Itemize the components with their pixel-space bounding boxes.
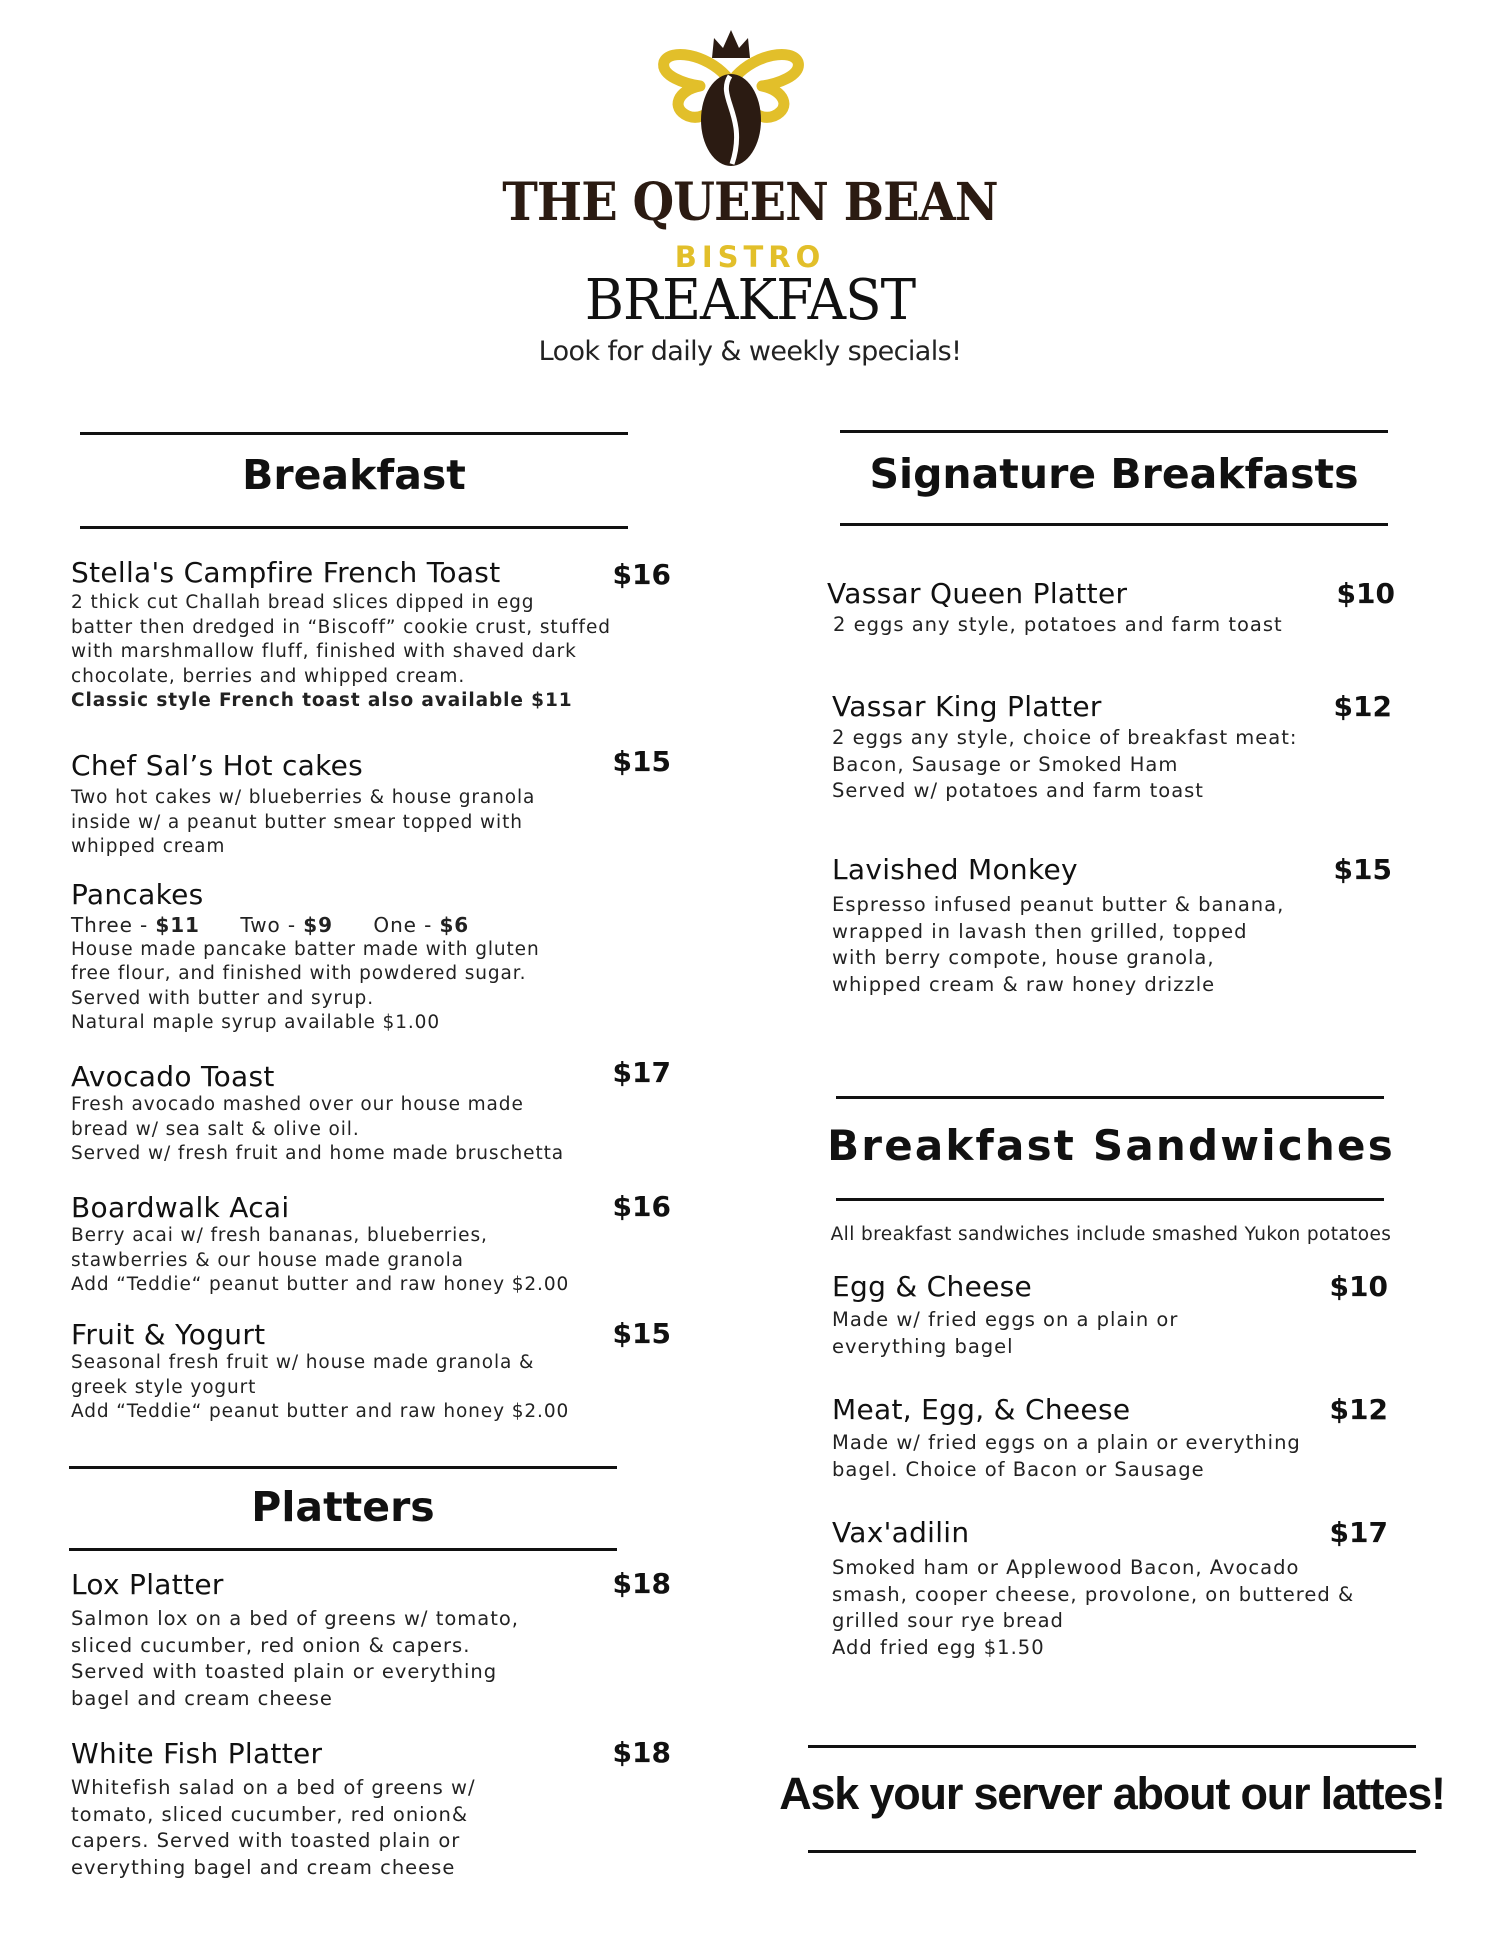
item-description: Made w/ fried eggs on a plain or everything bagel. Choice of Bacon or Sausage (832, 1431, 1301, 1481)
section-divider (840, 430, 1388, 433)
section-divider (836, 1198, 1384, 1201)
menu-item (71, 878, 671, 1036)
menu-item (827, 577, 1395, 639)
item-description: Espresso infused peanut butter & banana, wrapped in lavash then grilled, topped with berry compote, house granola, whipped cream & raw honey drizzle (832, 893, 1285, 996)
section-divider (80, 526, 628, 529)
item-name: Chef Sal’s Hot cakes (71, 749, 364, 782)
menu-item (832, 853, 1392, 998)
menu-item (71, 745, 671, 860)
item-description: Fresh avocado mashed over our house made bread w/ sea salt & olive oil. Served w/ fresh fruit and home made bruschetta (71, 1094, 564, 1164)
item-name: Pancakes (71, 878, 204, 911)
item-name: Egg & Cheese (832, 1270, 1033, 1303)
section-divider (808, 1745, 1416, 1748)
item-description: Made w/ fried eggs on a plain or everything bagel (832, 1308, 1179, 1358)
item-price: $10 (1329, 1270, 1388, 1303)
item-price: $18 (612, 1567, 671, 1600)
section-title-sandwiches: Breakfast Sandwiches (827, 1121, 1395, 1170)
item-description: Salmon lox on a bed of greens w/ tomato, sliced cucumber, red onion & capers. Served with toasted plain or everything bagel and cream cheese (71, 1607, 519, 1710)
brand-subtitle: BISTRO (674, 240, 826, 274)
menu-item (832, 1393, 1388, 1483)
item-price: $17 (1329, 1516, 1388, 1549)
section-divider (69, 1466, 617, 1469)
item-options: Three - $11 Two - $9 One - $6 (71, 913, 470, 937)
item-description: Berry acai w/ fresh bananas, blueberries, stawberries & our house made granola Add “Teddie“ peanut butter and raw honey $2.00 (71, 1225, 570, 1295)
item-description: House made pancake batter made with gluten free flour, and finished with powdered sugar. Served with butter and syrup. Natural maple syrup available $1.00 (71, 938, 540, 1033)
item-description: 2 thick cut Challah bread slices dipped in egg batter then dredged in “Biscoff” cookie crust, stuffed with marshmallow fluff, finished with shaved dark chocolate, berries and whipped cream. Classic style French toast also available $11 (71, 591, 671, 714)
menu-item (71, 1191, 671, 1298)
section-divider (836, 1096, 1384, 1099)
item-price: $15 (1333, 853, 1392, 886)
item-description: 2 eggs any style, potatoes and farm toast (833, 613, 1283, 636)
item-name: Boardwalk Acai (71, 1191, 290, 1224)
item-name: Stella's Campfire French Toast (71, 556, 501, 589)
section-divider (808, 1850, 1416, 1853)
item-name: Lavished Monkey (832, 853, 1078, 886)
menu-item (832, 690, 1392, 805)
item-price: $12 (1333, 690, 1392, 723)
item-description: Seasonal fresh fruit w/ house made granola & greek style yogurt Add “Teddie“ peanut butter and raw honey $2.00 (71, 1352, 570, 1422)
item-extra: Classic style French toast also available $11 (71, 690, 573, 711)
item-price: $15 (612, 745, 671, 778)
section-note: All breakfast sandwiches include smashed Yukon potatoes (830, 1224, 1392, 1245)
item-name: White Fish Platter (71, 1737, 323, 1770)
item-name: Lox Platter (71, 1568, 224, 1601)
menu-item (71, 1056, 671, 1167)
item-price: $10 (1336, 577, 1395, 610)
menu-item (71, 1568, 671, 1712)
item-price: $16 (612, 1190, 671, 1223)
section-divider (69, 1548, 617, 1551)
section-divider (80, 432, 628, 435)
section-title-platters: Platters (251, 1483, 435, 1531)
item-price: $18 (612, 1736, 671, 1769)
item-price: $12 (1329, 1393, 1388, 1426)
item-name: Fruit & Yogurt (71, 1318, 266, 1351)
item-name: Avocado Toast (71, 1060, 275, 1093)
item-name: Vassar Queen Platter (827, 577, 1128, 610)
tagline: Look for daily & weekly specials! (538, 336, 962, 367)
item-name: Vassar King Platter (832, 690, 1102, 723)
menu-item (832, 1516, 1388, 1661)
item-price: $15 (612, 1317, 671, 1350)
section-divider (840, 523, 1388, 526)
item-price: $16 (612, 558, 671, 591)
item-description: Whitefish salad on a bed of greens w/ tomato, sliced cucumber, red onion& capers. Served with toasted plain or everything bagel and cream cheese (71, 1776, 476, 1879)
brand-name: THE QUEEN BEAN (502, 172, 998, 233)
queen-bee-coffee-bean-icon (656, 24, 806, 170)
latte-promo: Ask your server about our lattes! (779, 1768, 1445, 1819)
item-description: 2 eggs any style, choice of breakfast meat: Bacon, Sausage or Smoked Ham Served w/ potatoes and farm toast (832, 726, 1298, 802)
item-description: Smoked ham or Applewood Bacon, Avocado smash, cooper cheese, provolone, on buttered & grilled sour rye bread Add fried egg $1.50 (832, 1556, 1355, 1659)
menu-title: BREAKFAST (584, 268, 916, 333)
menu-item (71, 1737, 671, 1881)
menu-item (832, 1270, 1388, 1360)
item-description: Two hot cakes w/ blueberries & house granola inside w/ a peanut butter smear topped with whipped cream (71, 787, 536, 857)
section-title-signature: Signature Breakfasts (869, 450, 1359, 498)
item-name: Vax'adilin (832, 1516, 970, 1549)
section-title-breakfast: Breakfast (242, 451, 466, 499)
item-name: Meat, Egg, & Cheese (832, 1393, 1131, 1426)
item-price: $17 (612, 1056, 671, 1089)
menu-item (71, 1318, 671, 1425)
menu-item (71, 556, 671, 714)
